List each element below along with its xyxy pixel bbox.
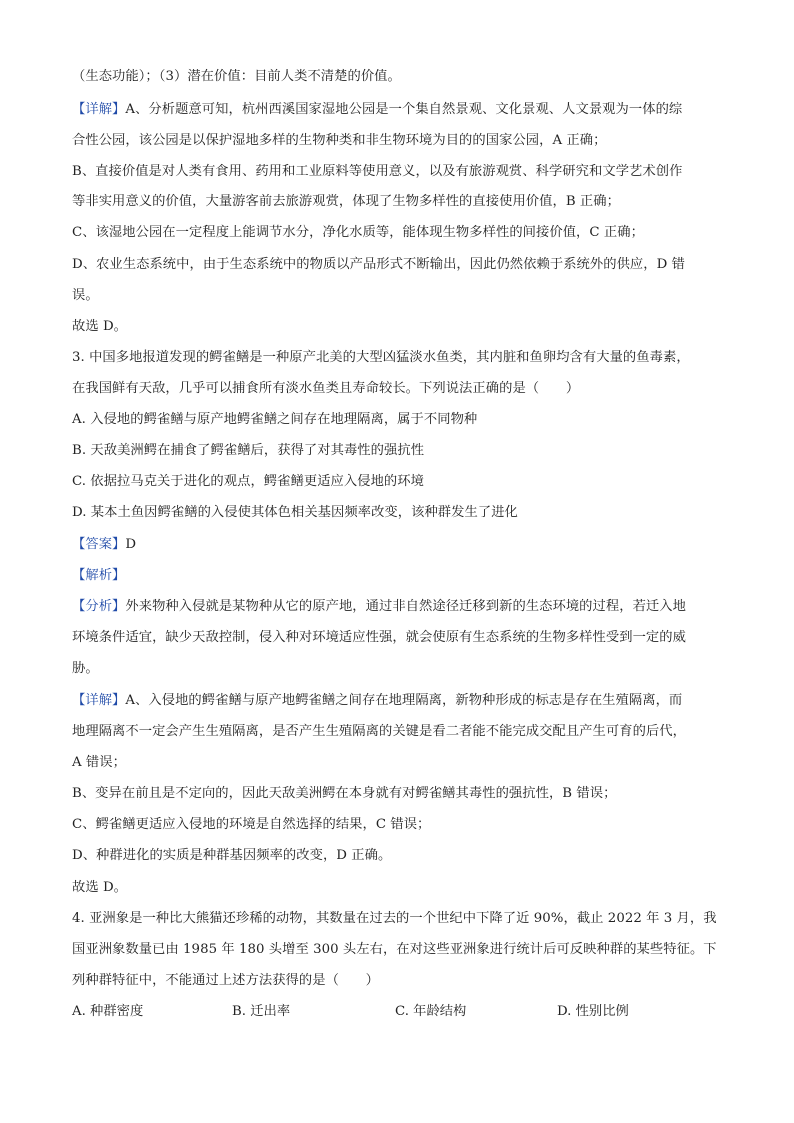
- option-d: D. 某本土鱼因鳄雀鳝的入侵使其体色相关基因频率改变，该种群发生了进化: [72, 505, 518, 520]
- text-line: 故选 D。: [72, 319, 128, 334]
- text-line: 合性公园，该公园是以保护湿地多样的生物种类和非生物环境为目的的国家公园，A 正确；: [72, 133, 607, 148]
- text-line: （生态功能）；（3）潜在价值：目前人类不清楚的价值。: [72, 69, 401, 84]
- option-a: A. 入侵地的鳄雀鳝与原产地鳄雀鳝之间存在地理隔离，属于不同物种: [72, 412, 478, 427]
- question-3-stem: 3. 中国多地报道发现的鳄雀鳝是一种原产北美的大型凶猛淡水鱼类，其内脏和鱼卵均含有大量的鱼毒素，: [72, 350, 690, 365]
- text-line: 【分析】外来物种入侵就是某物种从它的原产地，通过非自然途径迁移到新的生态环境的过程，若迁入地: [72, 599, 686, 614]
- text-line: A 错误；: [72, 755, 126, 770]
- analysis-label: 【解析】: [72, 568, 126, 583]
- text-line: 误。: [72, 288, 99, 303]
- text-line: 【详解】A、分析题意可知，杭州西溪国家湿地公园是一个集自然景观、文化景观、人文景观为一体的综: [72, 102, 683, 117]
- q4-option-c: C. 年龄结构: [395, 1004, 467, 1019]
- text-line: B、直接价值是对人类有食用、药用和工业原料等使用意义，以及有旅游观赏、科学研究和文学艺术创作: [72, 164, 683, 179]
- text-line: D、种群进化的实质是种群基因频率的改变，D 正确。: [72, 848, 392, 863]
- question-4-stem: 国亚洲象数量已由 1985 年 180 头增至 300 头左右，在对这些亚洲象进行统计后可反映种群的某些特征。下: [72, 942, 717, 957]
- question-4-stem: 列种群特征中，不能通过上述方法获得的是（ ）: [72, 973, 379, 988]
- text-line: 环境条件适宜，缺少天敌控制，侵入种对环境适应性强，就会使原有生态系统的生物多样性受到一定的威: [72, 630, 686, 645]
- text-line: 【详解】A、入侵地的鳄雀鳝与原产地鳄雀鳝之间存在地理隔离，新物种形成的标志是存在生殖隔离，而: [72, 693, 683, 708]
- text-line: 等非实用意义的价值，大量游客前去旅游观赏，体现了生物多样性的直接使用价值，B 正确；: [72, 194, 620, 209]
- text-line: 故选 D。: [72, 880, 128, 895]
- text-line: 胁。: [72, 661, 99, 676]
- answer-label: 【答案】D: [72, 537, 137, 552]
- text-line: 地理隔离不一定会产生生殖隔离，是否产生生殖隔离的关键是看二者能不能完成交配且产生可育的后代，: [72, 724, 686, 739]
- option-b: B. 天敌美洲鳄在捕食了鳄雀鳝后，获得了对其毒性的强抗性: [72, 443, 425, 458]
- option-c: C. 依据拉马克关于进化的观点，鳄雀鳝更适应入侵地的环境: [72, 474, 424, 489]
- text-line: C、该湿地公园在一定程度上能调节水分，净化水质等，能体现生物多样性的间接价值，C 正确；: [72, 225, 644, 240]
- q4-option-b: B. 迁出率: [232, 1004, 291, 1019]
- q4-option-a: A. 种群密度: [72, 1004, 144, 1019]
- text-line: B、变异在前且是不定向的，因此天敌美洲鳄在本身就有对鳄雀鳝其毒性的强抗性，B 错误；: [72, 786, 617, 801]
- q4-option-d: D. 性别比例: [557, 1004, 629, 1019]
- text-line: D、农业生态系统中，由于生态系统中的物质以产品形式不断输出，因此仍然依赖于系统外的供应，D 错: [72, 257, 685, 272]
- text-line: C、鳄雀鳝更适应入侵地的环境是自然选择的结果，C 错误；: [72, 817, 431, 832]
- question-4-stem: 4. 亚洲象是一种比大熊猫还珍稀的动物，其数量在过去的一个世纪中下降了近 90%，截止 2022 年 3 月，我: [72, 911, 717, 926]
- question-3-stem: 在我国鲜有天敌，几乎可以捕食所有淡水鱼类且寿命较长。下列说法正确的是（ ）: [72, 381, 580, 396]
